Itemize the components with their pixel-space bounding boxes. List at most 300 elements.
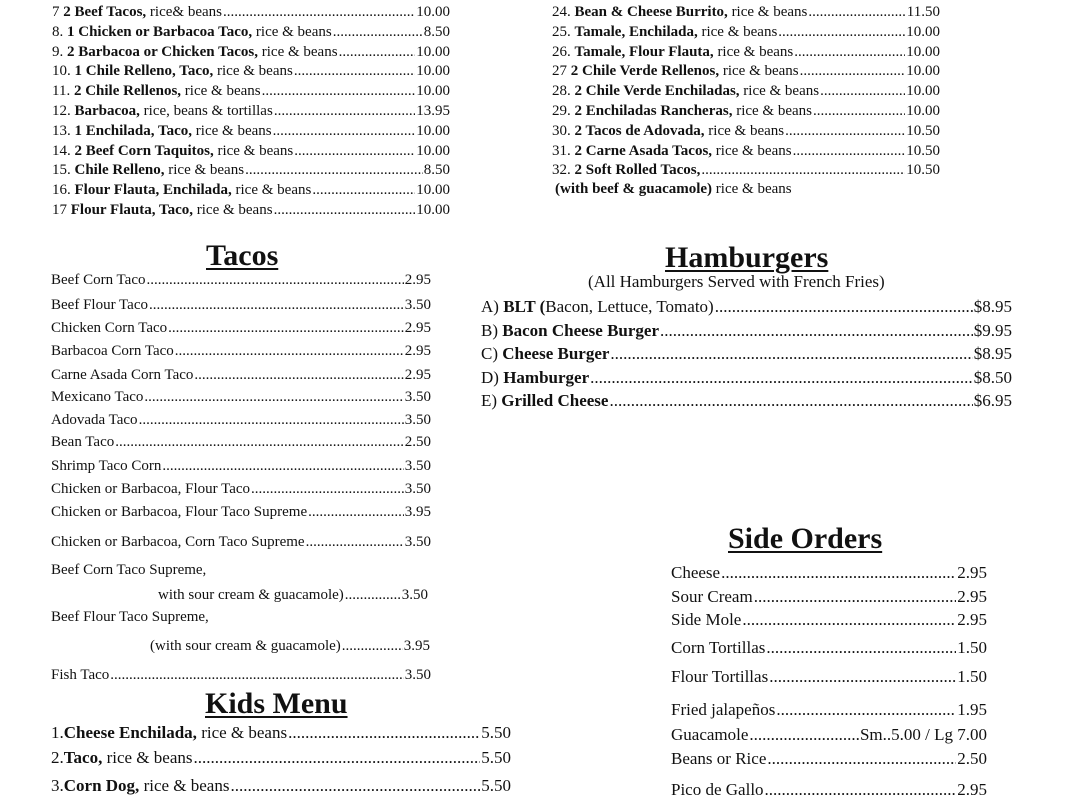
- item-price: 10.00: [416, 43, 450, 60]
- side-item: [671, 587, 987, 607]
- dot-leader: [742, 610, 956, 630]
- item-name: [51, 342, 174, 360]
- dot-leader: [660, 321, 973, 341]
- kids-item: [51, 723, 511, 743]
- dot-leader: [769, 667, 956, 687]
- combo-item: [52, 122, 450, 140]
- item-price: 1.95: [957, 700, 987, 719]
- kids-item: [51, 748, 511, 768]
- item-name: [52, 23, 332, 41]
- burger-title: BLT (: [503, 297, 546, 316]
- combo-number: 8.: [52, 23, 64, 40]
- item-price: 10.00: [416, 4, 450, 20]
- dot-leader: [808, 3, 905, 21]
- hamburgers-heading: Hamburgers: [665, 241, 829, 274]
- item-name: [51, 748, 192, 768]
- combo-desc: rice & beans: [704, 122, 785, 139]
- combo-number: 25.: [552, 23, 571, 40]
- item-price: 10.00: [416, 182, 450, 199]
- combo-item: [52, 102, 450, 120]
- burger-letter: C): [481, 344, 498, 363]
- item-price: 10.00: [906, 83, 940, 100]
- item-name: [51, 723, 287, 743]
- dot-leader: [820, 82, 905, 100]
- taco-name: Shrimp Taco Corn: [51, 458, 162, 474]
- side-name: Guacamole: [671, 725, 749, 744]
- dot-leader: [342, 637, 403, 655]
- combo-title: Tamale, Flour Flauta,: [574, 43, 714, 60]
- combo-number: 26.: [552, 43, 571, 60]
- side-name: Cheese: [671, 563, 721, 582]
- combo-32-note-rest: rice & beans: [712, 181, 792, 197]
- dot-leader: [308, 503, 404, 521]
- item-name: [51, 433, 114, 451]
- combo-item: [552, 3, 940, 21]
- combo-title: Flour Flauta, Taco,: [70, 202, 193, 218]
- item-price: $6.95: [973, 391, 1012, 410]
- taco-item: [51, 457, 431, 475]
- dot-leader: [609, 391, 972, 411]
- item-name: [52, 122, 272, 140]
- taco-name: Bean Taco: [51, 434, 115, 450]
- combo-number: 27: [552, 63, 567, 80]
- item-name: [51, 271, 145, 289]
- item-price: 3.50: [404, 297, 431, 313]
- combo-desc: rice & beans: [193, 202, 273, 218]
- burger-title: Bacon Cheese Burger: [502, 320, 660, 340]
- dot-leader: [245, 161, 423, 179]
- combo-number: 16.: [52, 182, 71, 199]
- dot-leader: [793, 142, 906, 160]
- item-price: 5.50: [481, 723, 511, 742]
- item-price: 10.50: [906, 162, 940, 179]
- beef-flour-supreme-label: Beef Flour Taco Supreme,: [51, 609, 209, 625]
- kids-desc: rice & beans: [196, 723, 288, 742]
- item-price: 2.50: [957, 749, 987, 768]
- item-price: 10.00: [416, 63, 450, 80]
- side-name: Beans or Rice: [671, 749, 767, 768]
- combo-item: [52, 23, 450, 41]
- dot-leader: [146, 271, 403, 289]
- kids-item: [51, 776, 511, 796]
- item-price: 10.50: [906, 142, 940, 159]
- taco-name: Mexicano Taco: [51, 389, 144, 405]
- taco-item: [51, 411, 431, 429]
- dot-leader: [766, 638, 956, 658]
- combo-desc: rice & beans: [713, 43, 794, 60]
- dot-leader: [110, 666, 403, 684]
- item-price: 13.95: [416, 103, 450, 119]
- combo-desc: rice & beans: [732, 103, 813, 119]
- dot-leader: [144, 388, 403, 406]
- item-price: 3.95: [403, 638, 430, 654]
- item-price: 8.50: [423, 162, 450, 179]
- burger-letter: A): [481, 297, 499, 316]
- taco-name: Barbacoa Corn Taco: [51, 343, 174, 359]
- burger-item: [481, 344, 1012, 364]
- item-name: [51, 480, 250, 498]
- item-price: 8.50: [423, 23, 450, 40]
- burger-title: Hamburger: [503, 367, 590, 387]
- taco-name: Adovada Taco: [51, 412, 138, 428]
- combo-title: 2 Barbacoa or Chicken Tacos,: [67, 43, 258, 60]
- kids-title: Corn Dog,: [63, 776, 140, 795]
- item-price: 3.50: [404, 458, 431, 474]
- item-name: [51, 366, 193, 384]
- item-name: [52, 62, 293, 80]
- item-name: [481, 321, 659, 341]
- burger-item: [481, 391, 1012, 411]
- combo-number: 28.: [552, 83, 571, 100]
- item-name: [671, 587, 753, 607]
- kids-desc: rice & beans: [139, 776, 230, 795]
- dot-leader: [767, 749, 956, 769]
- item-name: [52, 43, 338, 61]
- combo-number: 30.: [552, 122, 571, 139]
- item-price: 10.00: [906, 23, 940, 40]
- dot-leader: [139, 411, 404, 429]
- burger-letter: B): [481, 320, 498, 340]
- taco-item: [51, 296, 431, 314]
- combo-item: [52, 161, 450, 179]
- combo-title: 2 Chile Rellenos,: [73, 83, 182, 100]
- side-name: Flour Tortillas: [671, 667, 769, 686]
- dot-leader: [223, 3, 415, 21]
- item-name: [671, 667, 768, 687]
- item-name: [52, 181, 311, 199]
- dot-leader: [294, 142, 415, 160]
- item-price: 10.50: [906, 122, 940, 139]
- item-name: [671, 725, 748, 745]
- dot-leader: [175, 342, 404, 360]
- combo-title: 1 Chile Relleno, Taco,: [74, 63, 214, 80]
- item-price: 2.95: [957, 610, 987, 629]
- dot-leader: [306, 533, 404, 551]
- item-name: [671, 563, 720, 583]
- item-name: [552, 23, 777, 41]
- item-name: [51, 533, 305, 551]
- combo-number: 17: [52, 202, 67, 218]
- item-name: [552, 122, 784, 140]
- item-price: 3.50: [404, 667, 431, 683]
- dot-leader: [715, 297, 973, 317]
- item-name: [52, 82, 261, 100]
- combo-title: 2 Chile Verde Rellenos,: [570, 63, 720, 80]
- item-name: [671, 700, 775, 720]
- item-price: 3.95: [404, 504, 431, 520]
- item-name: [51, 457, 161, 475]
- item-name: [552, 142, 792, 160]
- kids-desc: rice & beans: [102, 748, 193, 767]
- side-item: [671, 667, 987, 687]
- item-price: 2.95: [404, 367, 431, 383]
- item-price: 2.95: [404, 272, 431, 288]
- dot-leader: [274, 201, 416, 219]
- combo-item: [52, 62, 450, 80]
- item-name: [481, 344, 609, 364]
- combo-item: [552, 142, 940, 160]
- combo-desc: rice & beans: [252, 23, 332, 40]
- dot-leader: [776, 700, 956, 720]
- item-price: 2.95: [957, 587, 987, 606]
- kids-number: 3.: [51, 776, 64, 795]
- dot-leader: [339, 43, 416, 61]
- item-price: 3.50: [404, 412, 431, 428]
- combo-32-note: [555, 181, 792, 198]
- dot-leader: [800, 62, 906, 80]
- combo-item: [552, 82, 940, 100]
- taco-item: [51, 533, 431, 551]
- combo-desc: rice & beans: [164, 162, 245, 179]
- item-name: [52, 102, 273, 120]
- side-name: Fried jalapeños: [671, 700, 776, 719]
- taco-name: Beef Flour Taco: [51, 297, 148, 313]
- combo-desc: rice & beans: [231, 182, 312, 199]
- combo-title: Chile Relleno,: [74, 162, 165, 179]
- combo-number: 13.: [52, 122, 71, 139]
- side-item: [671, 610, 987, 630]
- combo-title: Barbacoa,: [74, 103, 140, 119]
- item-price: $8.95: [973, 344, 1012, 363]
- combo-32-note-bold: (with beef & guacamole): [555, 181, 713, 197]
- item-name: [552, 3, 807, 21]
- item-price: 3.50: [401, 587, 428, 603]
- item-price: 2.95: [957, 780, 987, 799]
- dot-leader: [813, 102, 905, 120]
- dot-leader: [312, 181, 415, 199]
- combo-desc: rice & beans: [719, 63, 799, 80]
- combo-item: [552, 62, 940, 80]
- item-price: 1.50: [957, 638, 987, 657]
- dot-leader: [251, 480, 404, 498]
- combo-number: 14.: [52, 142, 71, 159]
- item-name: [671, 638, 765, 658]
- taco-item: [51, 271, 431, 289]
- item-name: [552, 161, 700, 179]
- dot-leader: [288, 723, 480, 743]
- dot-leader: [273, 122, 416, 140]
- item-price: 1.50: [957, 667, 987, 686]
- combo-desc: rice & beans: [213, 142, 294, 159]
- combo-item: [52, 3, 450, 21]
- combo-desc: rice & beans: [727, 4, 808, 20]
- beef-corn-supreme-label: Beef Corn Taco Supreme,: [51, 562, 207, 578]
- dot-leader: [701, 161, 905, 179]
- side-name: Pico de Gallo: [671, 780, 764, 799]
- dot-leader: [262, 82, 416, 100]
- item-price: 2.95: [404, 343, 431, 359]
- combo-title: Flour Flauta, Enchilada,: [74, 182, 232, 199]
- taco-item: [51, 433, 431, 451]
- item-name: [552, 82, 819, 100]
- item-price: 2.95: [957, 563, 987, 582]
- taco-name: Beef Corn Taco: [51, 272, 146, 288]
- fish-taco-item: [51, 666, 431, 684]
- supreme-note: (with sour cream & guacamole): [150, 638, 341, 654]
- burger-desc: Bacon, Lettuce, Tomato): [545, 297, 714, 316]
- dot-leader: [162, 457, 403, 475]
- item-price: $8.50: [973, 367, 1012, 387]
- kids-number: 1.: [51, 723, 64, 742]
- item-price: 10.00: [906, 63, 940, 80]
- combo-desc: rice & beans: [213, 63, 293, 80]
- dot-leader: [778, 23, 905, 41]
- combo-desc: rice, beans & tortillas: [139, 103, 273, 119]
- side-item: [671, 780, 987, 800]
- combo-number: 10.: [52, 63, 71, 80]
- item-name: [51, 666, 109, 684]
- item-name: [52, 3, 222, 21]
- dot-leader: [345, 586, 401, 604]
- item-name: [51, 776, 229, 796]
- side-name: Sour Cream: [671, 587, 753, 606]
- burger-item: [481, 297, 1012, 317]
- beef-flour-supreme-price-line: [150, 637, 430, 655]
- combo-title: Bean & Cheese Burrito,: [574, 4, 728, 20]
- taco-item: [51, 319, 431, 337]
- item-name: [51, 296, 148, 314]
- taco-item: [51, 342, 431, 360]
- burger-item: [481, 321, 1012, 341]
- tacos-heading: Tacos: [206, 239, 279, 272]
- item-name: [51, 411, 138, 429]
- burger-title: Grilled Cheese: [501, 391, 609, 410]
- burger-item: [481, 368, 1012, 388]
- taco-item: [51, 388, 431, 406]
- item-name: [671, 780, 764, 800]
- item-name: [158, 586, 344, 604]
- item-name: [671, 749, 766, 769]
- item-name: [52, 142, 293, 160]
- item-name: [552, 102, 812, 120]
- item-name: [481, 297, 714, 317]
- item-name: [51, 388, 143, 406]
- combo-title: Tamale, Enchilada,: [574, 23, 698, 40]
- item-price: 11.50: [906, 4, 940, 20]
- item-name: [51, 319, 167, 337]
- dot-leader: [749, 725, 859, 745]
- combo-title: 2 Soft Rolled Tacos,: [574, 162, 701, 179]
- item-price: $9.95: [973, 320, 1012, 340]
- combo-item: [552, 23, 940, 41]
- combo-number: 11.: [52, 83, 71, 100]
- dot-leader: [193, 748, 480, 768]
- dot-leader: [610, 344, 972, 364]
- taco-name: Chicken Corn Taco: [51, 320, 168, 336]
- combo-number: 31.: [552, 142, 571, 159]
- dot-leader: [785, 122, 905, 140]
- dot-leader: [274, 102, 415, 120]
- combo-title: 1 Chicken or Barbacoa Taco,: [67, 23, 253, 40]
- side-item: [671, 749, 987, 769]
- burger-letter: D): [481, 367, 499, 387]
- beef-corn-supreme-price-line: [158, 586, 428, 604]
- combo-desc: rice & beans: [181, 83, 261, 100]
- combo-item: [52, 142, 450, 160]
- kids-title: Taco,: [63, 748, 103, 767]
- side-name: Corn Tortillas: [671, 638, 766, 657]
- dot-leader: [754, 587, 957, 607]
- combo-item: [52, 82, 450, 100]
- combo-item: [552, 102, 940, 120]
- dot-leader: [590, 368, 973, 388]
- taco-name: Chicken or Barbacoa, Corn Taco Supreme: [51, 534, 305, 550]
- combo-item: [552, 161, 940, 179]
- combo-number: 32.: [552, 162, 571, 179]
- combo-item: [52, 201, 450, 219]
- side-item: [671, 725, 987, 745]
- item-name: [51, 503, 307, 521]
- item-price: 10.00: [416, 83, 450, 100]
- item-price: 10.00: [906, 103, 940, 119]
- combo-title: 2 Beef Tacos,: [63, 4, 147, 20]
- combo-title: 2 Chile Verde Enchiladas,: [574, 83, 740, 100]
- combo-desc: rice & beans: [697, 23, 778, 40]
- combo-number: 9.: [52, 43, 64, 60]
- burger-title: Cheese Burger: [502, 344, 610, 363]
- combo-title: 2 Beef Corn Taquitos,: [74, 142, 214, 159]
- kids-title: Cheese Enchilada,: [63, 723, 197, 742]
- item-price: 2.50: [404, 434, 431, 450]
- taco-name: Chicken or Barbacoa, Flour Taco Supreme: [51, 504, 308, 520]
- item-name: [481, 368, 589, 388]
- item-price: $8.95: [973, 297, 1012, 316]
- item-name: [552, 43, 793, 61]
- item-price: 5.50: [481, 748, 511, 767]
- item-price: 10.00: [906, 43, 940, 60]
- item-name: [481, 391, 608, 411]
- dot-leader: [794, 43, 905, 61]
- side-item: [671, 700, 987, 720]
- item-name: [52, 201, 273, 219]
- combo-item: [552, 43, 940, 61]
- item-name: [671, 610, 741, 630]
- taco-item: [51, 503, 431, 521]
- item-price: 10.00: [416, 122, 450, 139]
- dot-leader: [333, 23, 423, 41]
- combo-title: 1 Enchilada, Taco,: [74, 122, 193, 139]
- dot-leader: [721, 563, 956, 583]
- kids-menu-heading: Kids Menu: [205, 687, 348, 720]
- dot-leader: [115, 433, 404, 451]
- combo-title: 2 Carne Asada Tacos,: [574, 142, 713, 159]
- item-price: 5.50: [481, 776, 511, 795]
- taco-item: [51, 480, 431, 498]
- combo-item: [552, 122, 940, 140]
- combo-number: 7: [52, 4, 60, 20]
- item-price: 3.50: [404, 481, 431, 497]
- item-price: 3.50: [404, 389, 431, 405]
- taco-name: Carne Asada Corn Taco: [51, 367, 194, 383]
- combo-desc: rice& beans: [146, 4, 222, 20]
- side-item: [671, 563, 987, 583]
- combo-item: [52, 43, 450, 61]
- burger-letter: E): [481, 391, 498, 410]
- side-name: Side Mole: [671, 610, 742, 629]
- item-price: 10.00: [416, 202, 450, 218]
- item-name: [552, 62, 799, 80]
- dot-leader: [765, 780, 957, 800]
- taco-item: [51, 366, 431, 384]
- dot-leader: [294, 62, 415, 80]
- combo-item: [52, 181, 450, 199]
- item-name: [150, 637, 341, 655]
- dot-leader: [149, 296, 404, 314]
- item-price: 10.00: [416, 142, 450, 159]
- combo-title: 2 Tacos de Adovada,: [574, 122, 705, 139]
- side-item: [671, 638, 987, 658]
- combo-desc: rice & beans: [712, 142, 792, 159]
